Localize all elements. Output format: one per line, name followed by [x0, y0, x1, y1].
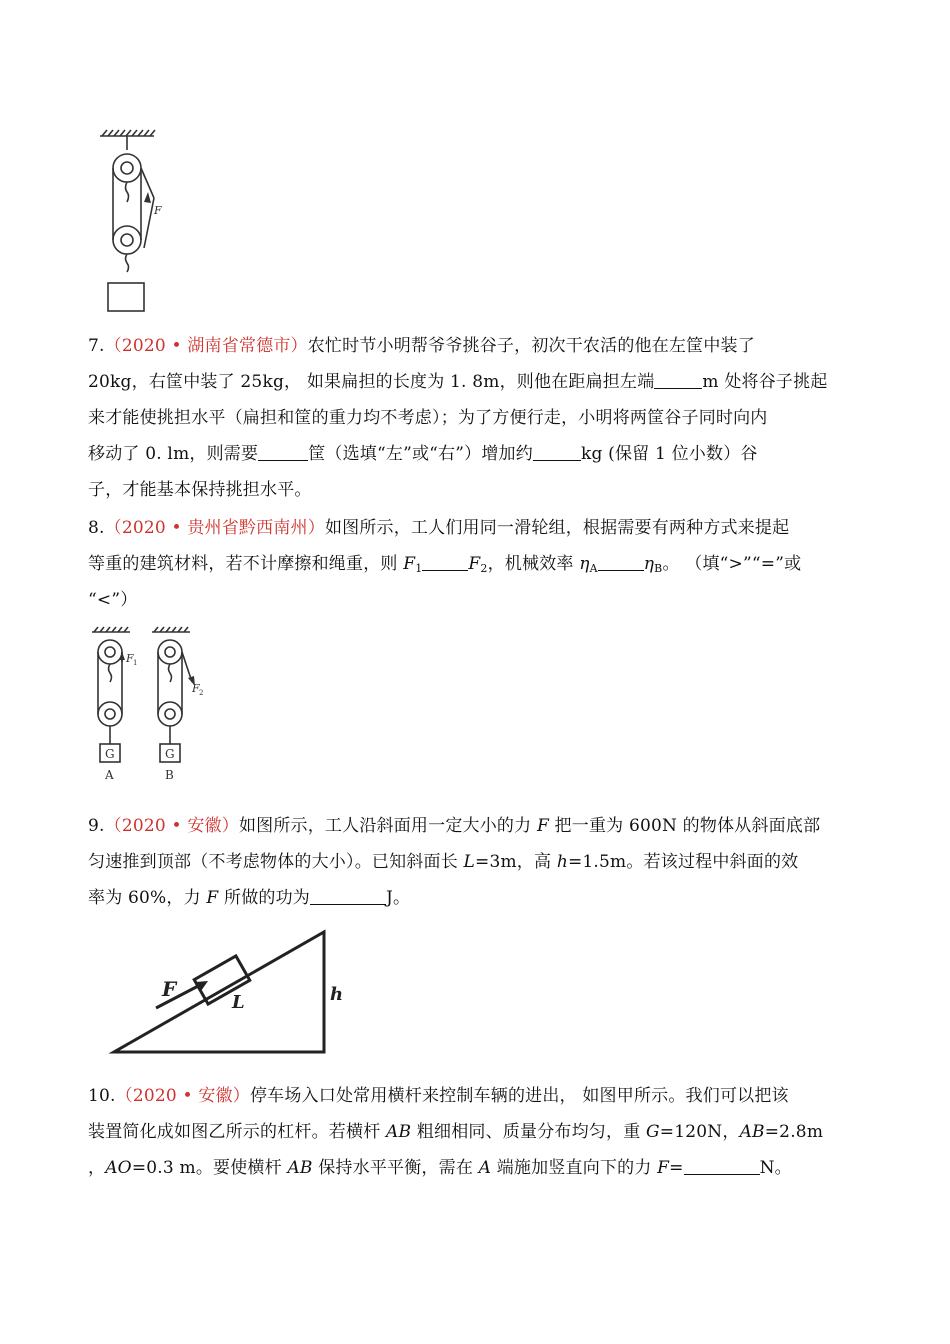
- label-a: A: [105, 768, 114, 782]
- question-number: 8.: [88, 518, 105, 538]
- answer-blank[interactable]: [654, 370, 702, 389]
- incline-force-label: F: [162, 977, 177, 1001]
- force-label-f1: F: [126, 652, 134, 665]
- incline-length-label: L: [232, 992, 245, 1013]
- answer-blank[interactable]: [422, 552, 468, 571]
- force-label: F: [154, 204, 162, 217]
- incline-figure: [108, 926, 344, 1058]
- incline-height-label: h: [330, 984, 344, 1005]
- answer-blank[interactable]: [310, 886, 386, 905]
- question-source: （2020 • 贵州省黔西南州）: [104, 518, 325, 538]
- answer-blank[interactable]: [598, 552, 644, 571]
- svg-text:2: 2: [199, 689, 204, 697]
- question-source: （2020 • 安徽）: [104, 816, 239, 836]
- answer-blank[interactable]: [258, 442, 308, 461]
- question-10: 10.（2020 • 安徽）停车场入口处常用横杆来控制车辆的进出， 如图甲所示。我们可以把该 装置简化成如图乙所示的杠杆。若横杆 AB 粗细相同、质量分布均匀，重 G=120N，AB=2.8m ，AO=0.3 m。要使横杆 AB 保持水平平衡，需在 A 端施加竖直向下的力 F= N。: [88, 1086, 824, 1178]
- question-number: 10.: [88, 1086, 116, 1106]
- pulley-system-figure: [96, 128, 186, 313]
- force-label-f2: F: [192, 682, 200, 695]
- question-7: 7.（2020 • 湖南省常德市）农忙时节小明帮爷爷挑谷子，初次干农活的他在左筐中装了 20kg，右筐中装了 25kg， 如果扁担的长度为 1. 8m，则他在距扁担左端 m 处将谷子挑起 来才能使挑担水平（扁担和筐的重力均不考虑）；为了方便行走，小明将两筐谷子同时向内 移动了 0. lm，则需要 筐（选填“左”或“右”）增加约 kg (保留 1 位小数）谷 子，才能基本保持挑担水平。: [88, 336, 828, 500]
- weight-label-a: G: [105, 747, 115, 761]
- answer-blank[interactable]: [533, 442, 581, 461]
- question-source: （2020 • 安徽）: [115, 1086, 250, 1106]
- question-number: 7.: [88, 336, 105, 356]
- label-b: B: [165, 768, 174, 782]
- weight-label-b: G: [165, 747, 175, 761]
- question-9: 9.（2020 • 安徽）如图所示，工人沿斜面用一定大小的力 F 把一重为 600N 的物体从斜面底部 匀速推到顶部（不考虑物体的大小）。已知斜面长 L=3m，高 h=1.5m。若该过程中斜面的效 率为 60%，力 F 所做的功为 J。: [88, 816, 821, 908]
- question-number: 9.: [88, 816, 105, 836]
- svg-text:1: 1: [133, 659, 138, 667]
- question-8: 8.（2020 • 贵州省黔西南州）如图所示，工人们用同一滑轮组，根据需要有两种方式来提起 等重的建筑材料，若不计摩擦和绳重，则 $F_1$ $F_2$，机械效率 $\eta_A$ $\eta_B$。 （填“>”“=”或 “<”）: [88, 518, 802, 610]
- question-source: （2020 • 湖南省常德市）: [104, 336, 308, 356]
- pulley-arrangements-figure: [88, 626, 218, 786]
- answer-blank[interactable]: [684, 1156, 760, 1175]
